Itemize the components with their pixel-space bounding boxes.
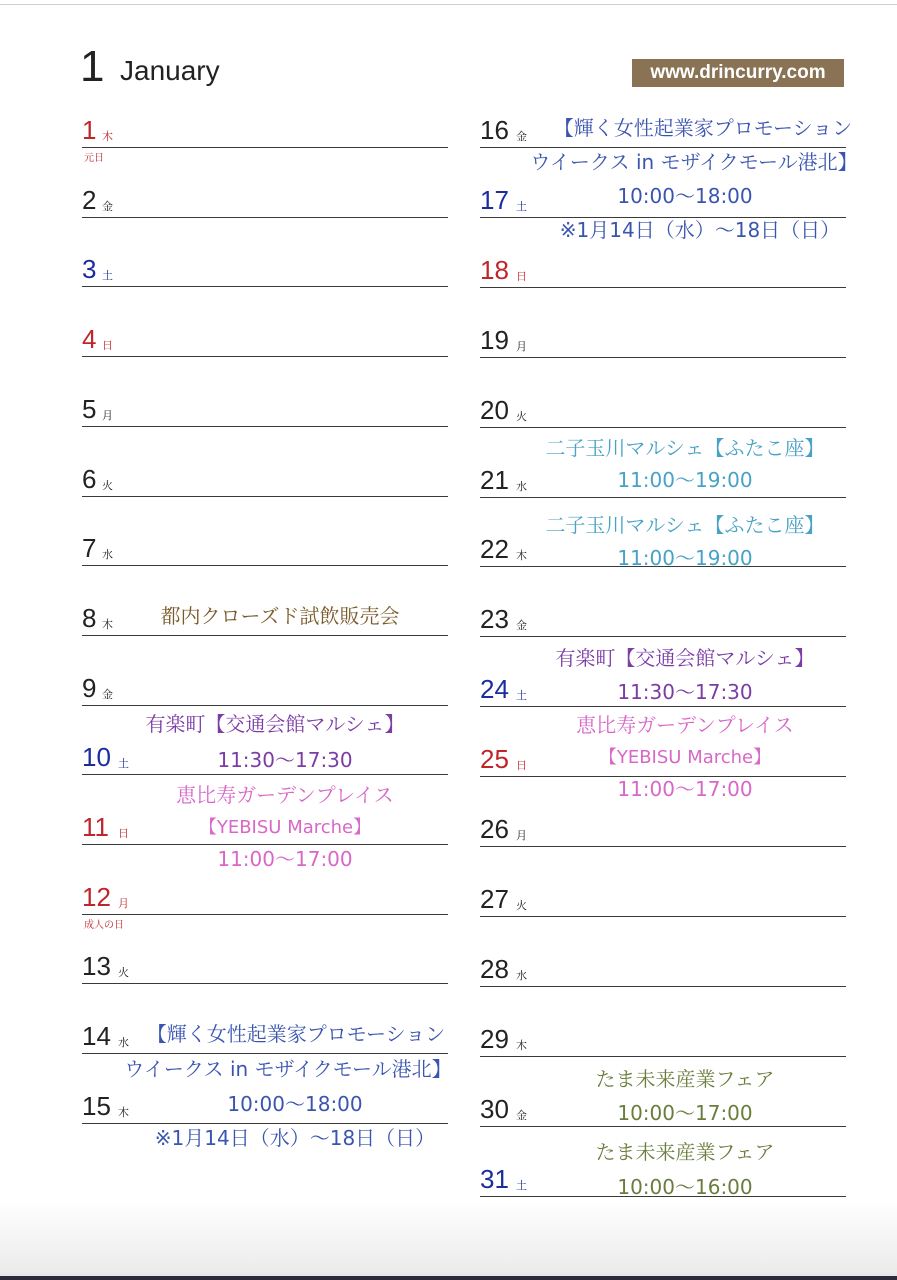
- day-number: 1: [82, 115, 97, 145]
- day-underline: [82, 844, 448, 845]
- weekday-label: 月: [118, 896, 129, 910]
- day-number: 13: [82, 951, 111, 982]
- event-ebisu-sub: 【YEBISU Marche】: [198, 817, 372, 838]
- day-row-12: [82, 875, 448, 931]
- day-number: 10: [82, 742, 111, 773]
- day-number: 6: [82, 463, 97, 494]
- weekday-label: 水: [102, 548, 113, 562]
- weekday-label: 月: [102, 408, 113, 422]
- weekday-label: 金: [516, 1108, 527, 1122]
- weekday-label: 火: [102, 478, 113, 492]
- day-number: 25: [480, 744, 509, 775]
- day-underline: [480, 427, 846, 428]
- day-underline: [480, 986, 846, 987]
- event-mosaic-line1-r: 【輝く女性起業家プロモーション: [553, 116, 853, 140]
- day-underline: [82, 1053, 448, 1054]
- day-underline: [480, 357, 846, 358]
- event-yurakucho-time: 11:30〜17:30: [217, 748, 353, 772]
- day-number: 21: [480, 464, 509, 495]
- day-row-18: [480, 248, 846, 288]
- day-number: 3: [82, 254, 97, 285]
- weekday-label: 木: [516, 549, 527, 563]
- weekday-label: 土: [516, 199, 527, 213]
- day-number: 31: [480, 1163, 509, 1194]
- day-row-26: [480, 807, 846, 847]
- weekday-label: 土: [118, 757, 129, 771]
- weekday-label: 金: [516, 130, 527, 143]
- day-number: 20: [480, 394, 509, 425]
- top-rule: [0, 4, 897, 5]
- event-closed-tasting: 都内クローズド試飲販売会: [160, 604, 400, 628]
- day-row-27: [480, 877, 846, 917]
- day-row-3: [82, 247, 448, 287]
- day-underline: [480, 1126, 846, 1127]
- day-number: 8: [82, 602, 97, 633]
- day-underline: [82, 635, 448, 636]
- event-mosaic-period: ※1月14日（水）〜18日（日）: [154, 1126, 436, 1150]
- day-number: 18: [480, 254, 509, 285]
- weekday-label: 金: [102, 687, 113, 701]
- event-mosaic-time-r: 10:00〜18:00: [617, 184, 753, 208]
- event-tama-time-30: 10:00〜17:00: [617, 1101, 753, 1125]
- day-number: 9: [82, 672, 97, 703]
- weekday-label: 木: [102, 617, 113, 631]
- event-yurakucho-name-r: 有楽町【交通会館マルシェ】: [555, 646, 815, 670]
- event-futako-time-22: 11:00〜19:00: [617, 546, 753, 570]
- day-number: 5: [82, 393, 97, 424]
- day-number: 24: [480, 674, 509, 705]
- site-url-badge[interactable]: www.drincurry.com: [632, 59, 844, 87]
- event-ebisu-time: 11:00〜17:00: [217, 847, 353, 871]
- event-ebisu-name-r: 恵比寿ガーデンプレイス: [576, 713, 794, 737]
- day-row-9: [82, 666, 448, 706]
- weekday-label: 月: [516, 339, 527, 353]
- day-number: 16: [480, 115, 509, 145]
- day-underline: [82, 1123, 448, 1124]
- day-number: 28: [480, 953, 509, 984]
- event-mosaic-line2: ウイークス in モザイクモール港北】: [124, 1057, 452, 1081]
- day-row-7: [82, 526, 448, 566]
- day-underline: [480, 147, 846, 148]
- day-number: 15: [82, 1090, 111, 1121]
- weekday-label: 火: [516, 409, 527, 423]
- weekday-label: 火: [516, 898, 527, 912]
- day-number: 30: [480, 1093, 509, 1124]
- day-row-5: [82, 387, 448, 427]
- day-row-2: [82, 178, 448, 218]
- day-number: 26: [480, 814, 509, 844]
- event-tama-name-30: たま未来産業フェア: [595, 1067, 775, 1091]
- holiday-label: 成人の日: [84, 919, 124, 931]
- day-row-20: [480, 388, 846, 428]
- day-number: 27: [480, 883, 509, 914]
- bottom-bar: [0, 1276, 897, 1280]
- event-futako-name-22: 二子玉川マルシェ【ふたこ座】: [545, 513, 825, 537]
- day-underline: [480, 846, 846, 847]
- day-underline: [480, 636, 846, 637]
- day-underline: [480, 706, 846, 707]
- day-underline: [82, 774, 448, 775]
- event-yurakucho-name: 有楽町【交通会館マルシェ】: [145, 712, 405, 736]
- day-underline: [82, 496, 448, 497]
- day-row-29: [480, 1017, 846, 1057]
- day-number: 14: [82, 1021, 111, 1052]
- day-underline: [82, 217, 448, 218]
- event-futako-name-21: 二子玉川マルシェ【ふたこ座】: [545, 436, 825, 460]
- day-number: 2: [82, 184, 97, 215]
- event-tama-time-31: 10:00〜16:00: [617, 1175, 753, 1199]
- weekday-label: 土: [516, 1178, 527, 1192]
- weekday-label: 火: [118, 966, 129, 980]
- event-ebisu-name: 恵比寿ガーデンプレイス: [176, 783, 394, 807]
- day-underline: [82, 286, 448, 287]
- event-mosaic-period-r: ※1月14日（水）〜18日（日）: [559, 218, 841, 242]
- event-mosaic-time: 10:00〜18:00: [227, 1092, 363, 1116]
- day-number: 12: [82, 881, 111, 912]
- day-underline: [82, 147, 448, 148]
- day-number: 7: [82, 533, 97, 564]
- day-number: 11: [82, 812, 109, 842]
- day-underline: [480, 916, 846, 917]
- weekday-label: 土: [516, 689, 527, 703]
- day-underline: [82, 705, 448, 706]
- day-row-19: [480, 318, 846, 358]
- day-number: 22: [480, 534, 509, 565]
- day-row-6: [82, 457, 448, 497]
- day-row-13: [82, 944, 448, 984]
- weekday-label: 日: [516, 759, 527, 773]
- day-row-4: [82, 317, 448, 357]
- weekday-label: 水: [516, 968, 527, 982]
- weekday-label: 水: [118, 1036, 129, 1050]
- day-underline: [82, 983, 448, 984]
- day-row-23: [480, 597, 846, 637]
- day-underline: [82, 565, 448, 566]
- weekday-label: 日: [118, 827, 129, 840]
- weekday-label: 土: [102, 269, 113, 283]
- day-underline: [480, 1056, 846, 1057]
- weekday-label: 木: [516, 1038, 527, 1052]
- weekday-label: 木: [102, 130, 113, 143]
- holiday-label: 元日: [84, 153, 104, 164]
- event-ebisu-time-r: 11:00〜17:00: [617, 777, 753, 801]
- weekday-label: 金: [516, 619, 527, 633]
- weekday-label: 木: [118, 1105, 129, 1119]
- weekday-label: 水: [516, 479, 527, 493]
- day-underline: [480, 497, 846, 498]
- day-underline: [82, 426, 448, 427]
- month-number: 1: [80, 42, 105, 91]
- weekday-label: 日: [102, 339, 113, 353]
- day-number: 19: [480, 324, 509, 355]
- day-number: 4: [82, 324, 97, 355]
- day-number: 29: [480, 1023, 509, 1054]
- day-underline: [82, 356, 448, 357]
- event-mosaic-line1: 【輝く女性起業家プロモーション: [146, 1022, 446, 1046]
- day-row-1: [82, 108, 448, 164]
- event-ebisu-sub-r: 【YEBISU Marche】: [598, 747, 772, 768]
- day-row-28: [480, 947, 846, 987]
- event-mosaic-line2-r: ウイークス in モザイクモール港北】: [530, 150, 858, 174]
- weekday-label: 月: [516, 829, 527, 842]
- month-name: January: [120, 55, 220, 86]
- day-number: 23: [480, 604, 509, 635]
- event-yurakucho-time-r: 11:30〜17:30: [617, 680, 753, 704]
- day-underline: [480, 287, 846, 288]
- day-number: 17: [480, 184, 509, 215]
- weekday-label: 日: [516, 269, 527, 283]
- day-underline: [82, 914, 448, 915]
- weekday-label: 金: [102, 199, 113, 213]
- event-tama-name-31: たま未来産業フェア: [595, 1140, 775, 1164]
- event-futako-time-21: 11:00〜19:00: [617, 468, 753, 492]
